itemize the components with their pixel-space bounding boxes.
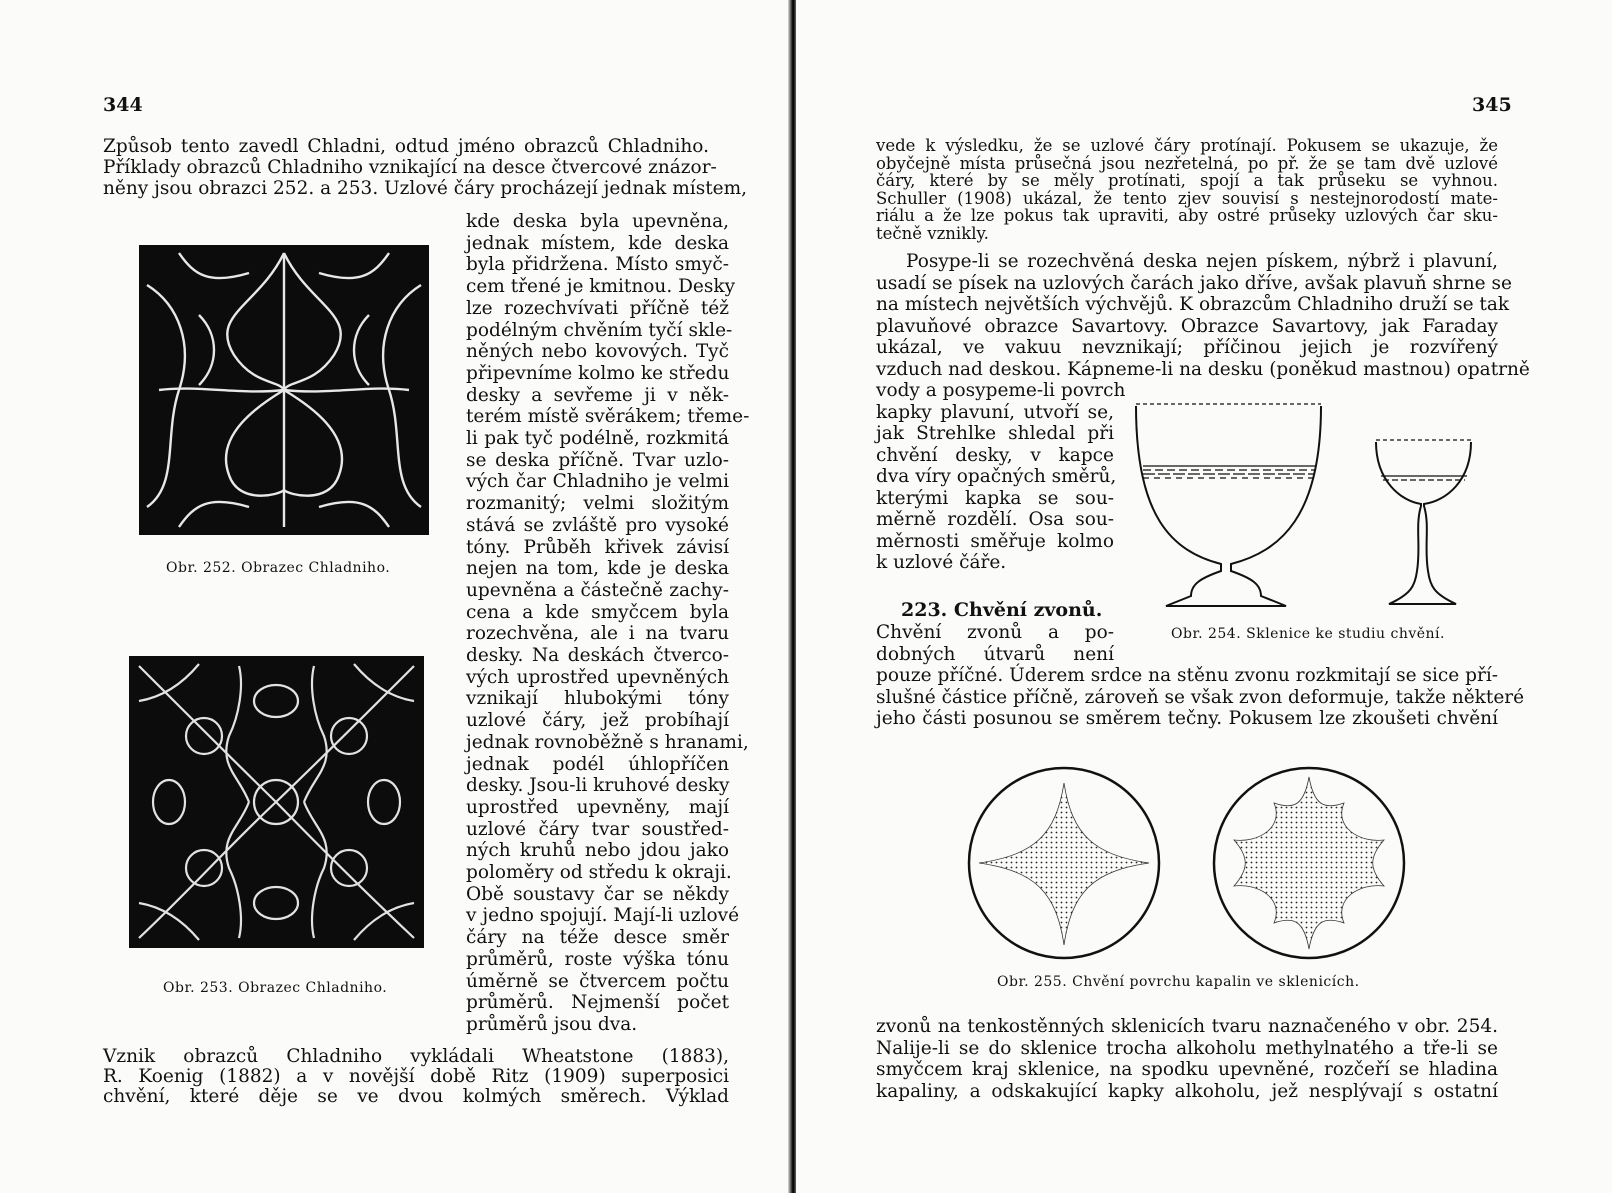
text-line: jednak místem, kde deska [466,232,729,254]
caption-254: Obr. 254. Sklenice ke studiu chvění. [1171,626,1445,642]
text-line: jednak rovnoběžně s hranami, [466,731,749,753]
text-line: Chvění zvonů a po- [876,622,1114,643]
text-line: Nalije-li se do sklenice trocha alkoholu methylnatého a tře-li se [876,1037,1498,1059]
text-line: Způsob tento zavedl Chladni, odtud jméno obrazců Chladniho. [103,136,709,157]
vibration-patterns-drawing [964,765,1424,965]
text-line: cem třené je kmitnou. Desky [466,276,736,298]
text-line: kapky plavuní, utvoří se, [876,401,1114,423]
text-line: poloměry od středu k okraji. [466,862,732,883]
text-line: slušné částice příčně, zároveň se však zvon deformuje, takže některé [876,686,1525,708]
text-line: lze rozechvívati příčně též [466,297,729,319]
text-line: vých čar Chladniho je velmi [466,471,729,493]
figure-252-chladni-pattern [139,245,429,535]
text-line: uzlové čáry tvar soustřed- [466,818,729,840]
text-line: vzduch nad deskou. Kápneme-li na desku (poněkud mastnou) opatrně [876,358,1530,380]
text-line: desky. Jsou-li kruhové desky [466,775,730,797]
caption-255: Obr. 255. Chvění povrchu kapalin ve sklenicích. [997,974,1360,990]
text-line: tečně vznikly. [876,223,989,243]
text-line: vody a posypeme-li povrch [876,380,1126,401]
text-line: průměrů jsou dva. [466,1013,638,1035]
figure-253-chladni-pattern [129,656,424,948]
text-line: se deska příčně. Tvar uzlo- [466,449,729,471]
text-line: úměrně se čtvercem počtu [466,970,729,992]
text-line: desky. Na deskách čtverco- [466,645,729,666]
figure-255-liquid-surfaces [964,765,1424,965]
text-line: riálu a že lze pokus tak upraviti, aby ostré průseky uzlových čar sku- [876,206,1498,225]
text-line: Schuller (1908) ukázal, že tento zjev souvisí s nestejnorodostí mate- [876,188,1498,208]
text-line: dobných útvarů není [876,643,1114,665]
page-number-right: 345 [1472,94,1512,116]
right-page [796,0,1612,1193]
text-line: terém místě svěrákem; třeme- [466,406,750,428]
text-line: uzlové čáry, jež probíhají [466,710,729,732]
text-line: pouze příčné. Úderem srdce na stěnu zvonu rozkmitají se sice pří- [876,665,1498,686]
chladni-pattern-252-image [139,245,429,535]
text-line: něných nebo kovových. Tyč [466,341,729,363]
figure-254-glasses [1131,396,1491,616]
glasses-drawing [1131,396,1491,616]
text-line: uprostřed upevněny, mají [466,796,729,818]
text-line: ukázal, ve vakuu nevznikají; příčinou jejich je rozvířený [876,337,1498,358]
text-line: vých uprostřed upevněných [466,666,729,688]
text-line: v jedno spojují. Mají-li uzlové [466,905,740,927]
text-line: čáry na téže desce směr [466,927,729,949]
text-line: průměrů, roste výška tónu [466,948,729,970]
text-line: k uzlové čáře. [876,552,1007,573]
text-line: jak Strehlke shledal při [876,423,1114,444]
text-line: chvění desky, v kapce [876,444,1114,466]
text-line: čáry, které by se měly protínati, spojí a tak průseku se vyhnou. [876,171,1498,190]
text-line: li pak tyč podélně, rozkmitá [466,428,729,449]
text-line: cena a kde smyčcem byla [466,601,729,623]
text-line: obyčejně místa průsečná jsou nezřetelná, po př. že se tam dvě uzlové [876,153,1498,173]
caption-252: Obr. 252. Obrazec Chladniho. [166,560,391,576]
caption-253: Obr. 253. Obrazec Chladniho. [163,980,388,996]
text-line: jeho části posunou se směrem tečny. Pokusem lze zkoušeti chvění [876,708,1498,729]
text-line: vede k výsledku, že se uzlové čáry protínají. Pokusem se ukazuje, že [876,136,1498,155]
page-number-left: 344 [103,94,143,116]
text-line: vznikají hlubokými tóny [466,688,729,710]
text-line: stává se zvláště pro vysoké [466,514,729,536]
text-line: kterými kapka se sou- [876,487,1114,509]
text-line: jednak podél úhlopříčen [466,753,729,775]
text-line: rozechvěna, ale i na tvaru [466,623,729,645]
text-line: Posype-li se rozechvěná deska nejen pískem, nýbrž i plavuní, [906,251,1498,272]
text-line: byla přidržena. Místo smyč- [466,254,729,276]
text-line: nejen na tom, kde je deska [466,558,729,580]
text-line: Příklady obrazců Chladniho vznikající na desce čtvercové znázor- [103,157,717,178]
text-line: R. Koenig (1882) a v novější době Ritz (1909) superposici [103,1066,729,1087]
text-line: smyčcem kraj sklenice, na spodku upevněné, rozčeří se hladina [876,1059,1498,1080]
section-heading: 223. Chvění zvonů. [901,599,1103,621]
text-line: na místech největších výchvějů. K obrazcům Chladniho druží se tak [876,294,1510,315]
text-line: podélným chvěním tyčí skle- [466,319,733,341]
text-line: něny jsou obrazci 252. a 253. Uzlové čáry procházejí jednak místem, [103,178,748,199]
text-line: rozmanitý; velmi složitým [466,493,729,515]
text-line: tóny. Průběh křivek závisí [466,536,729,558]
text-line: měrnosti směřuje kolmo [876,530,1114,552]
text-line: usadí se písek na uzlových čarách jako dříve, avšak plavuň shrne se [876,272,1512,294]
text-line: připevníme kolmo ke středu [466,362,730,384]
text-line: ných kruhů nebo jdou jako [466,840,729,862]
text-line: plavuňové obrazce Savartovy. Obrazce Savartovy, jak Faraday [876,315,1498,337]
text-line: upevněna a částečně zachy- [466,579,729,601]
text-line: průměrů. Nejmenší počet [466,992,729,1014]
text-line: zvonů na tenkostěnných sklenicích tvaru naznačeného v obr. 254. [876,1016,1498,1037]
text-line: Obě soustavy čar se někdy [466,883,729,905]
text-line: měrně rozdělí. Osa sou- [876,509,1114,530]
left-page [0,0,790,1193]
text-line: kde deska byla upevněna, [466,211,729,232]
text-line: dva víry opačných směrů, [876,466,1117,487]
text-line: chvění, které děje se ve dvou kolmých směrech. Výklad [103,1086,729,1107]
text-line: Vznik obrazců Chladniho vykládali Wheatstone (1883), [103,1046,729,1067]
text-line: desky a sevřeme ji v něk- [466,384,729,406]
text-line: kapaliny, a odskakující kapky alkoholu, jež nesplývají s ostatní [876,1080,1498,1102]
chladni-pattern-253-image [129,656,424,948]
